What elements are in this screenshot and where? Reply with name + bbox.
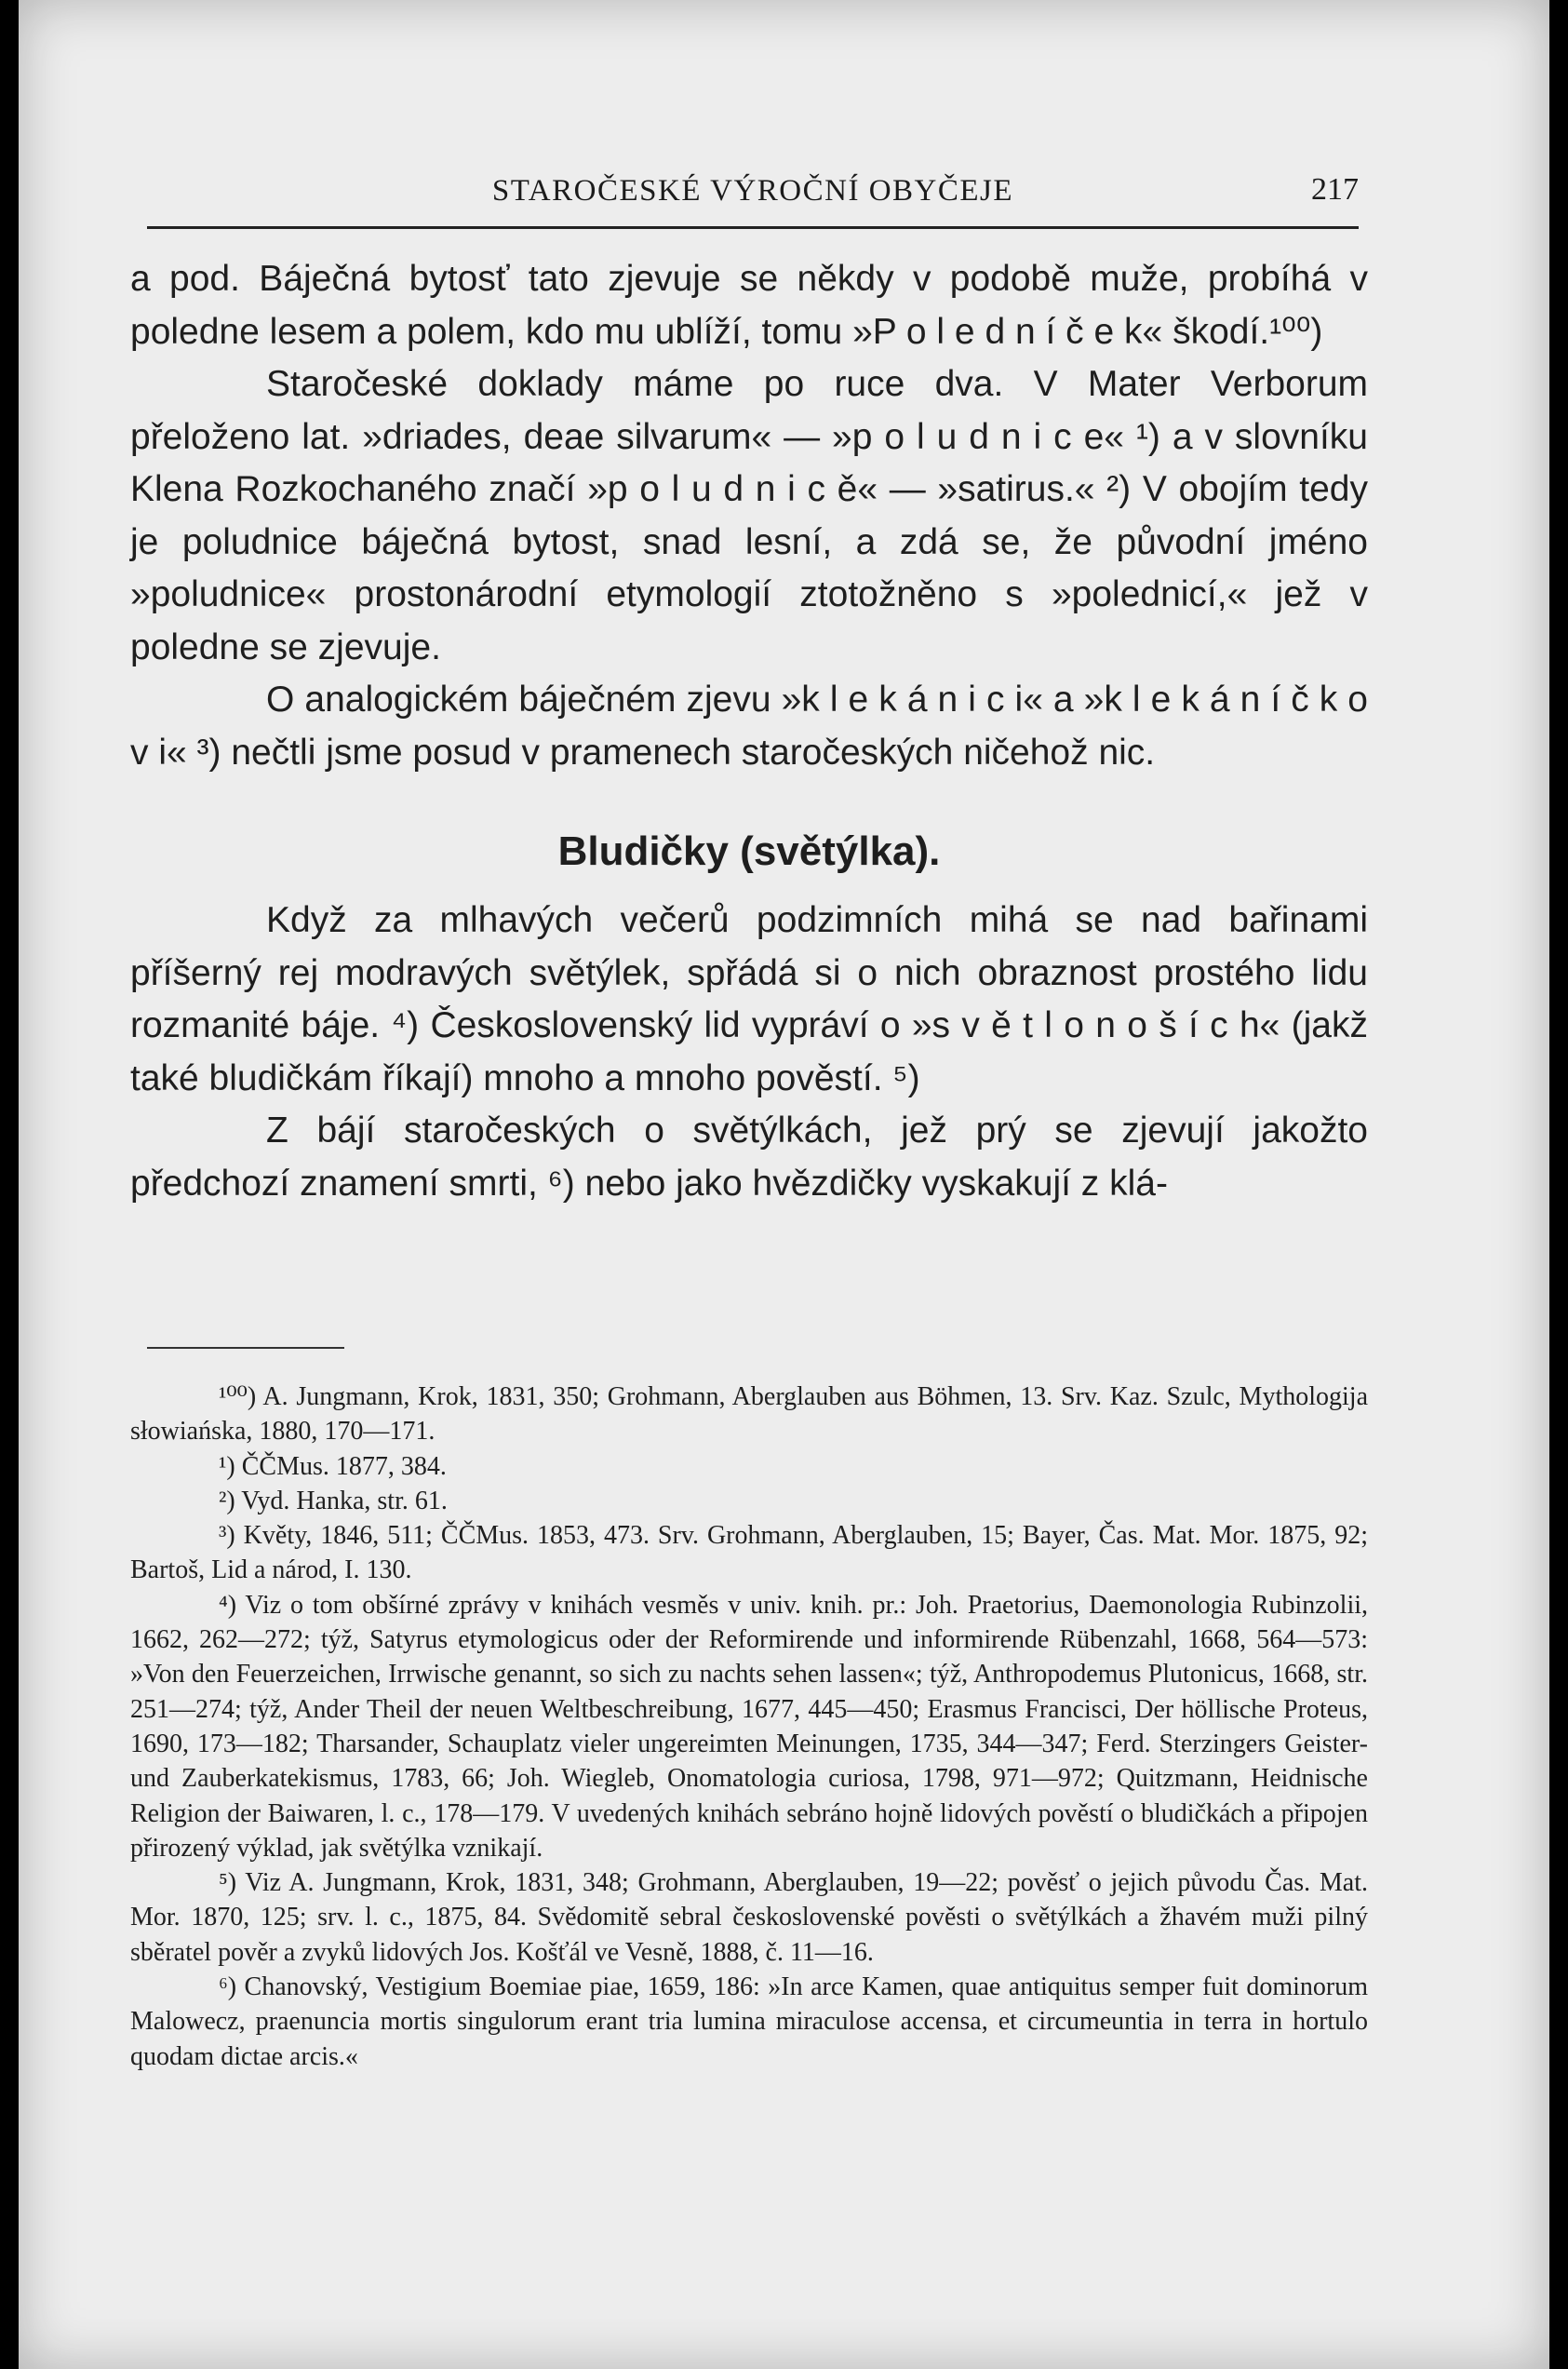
footnote-5: ⁵) Viz A. Jungmann, Krok, 1831, 348; Grohmann, Aberglauben, 19—22; pověsť o jejich původu Čas. Mat. Mor. 1870, 125; srv. l. c., 1875, 84. Svědomitě sebral československé pověsti o světýlkách a žhavém muži pilný sběratel pověr a zvyků lidových Jos. Košťál ve Vesně, 1888, č. 11—16. bbox=[130, 1868, 1368, 1967]
running-head bbox=[147, 168, 1359, 229]
paragraph-poludnicek: a pod. Báječná bytosť tato zjevuje se někdy v podobě muže, probíhá v poledne lesem a polem, kdo mu ublíží, tomu »P o l e d n í č e k« škodí.¹⁰⁰) bbox=[130, 259, 1368, 352]
footnote-separator bbox=[147, 1347, 344, 1349]
footnote-1: ¹) ČČMus. 1877, 384. bbox=[219, 1451, 447, 1481]
book-page bbox=[19, 0, 1549, 2369]
main-text bbox=[130, 253, 1368, 1210]
footnote-3: ³) Květy, 1846, 511; ČČMus. 1853, 473. Srv. Grohmann, Aberglauben, 15; Bayer, Čas. Mat. Mor. 1875, 92; Bartoš, Lid a národ, I. 130. bbox=[130, 1521, 1368, 1585]
footnotes bbox=[130, 1380, 1368, 2074]
paragraph-staroceske-doklady: Staročeské doklady máme po ruce dva. V Mater Verborum přeloženo lat. »driades, deae silvarum« — »p o l u d n i c e« ¹) a v slovníku Klena Rozkochaného značí »p o l u d n i c ě« — »satirus.« ²) V obojím tedy je poludnice báječná bytost, snad lesní, a zdá se, že původní jméno »poludnice« prostonárodní etymologií ztotožněno s »polednicí,« jež v poledne se zjevuje. bbox=[130, 364, 1368, 667]
running-head-title: STAROČESKÉ VÝROČNÍ OBYČEJE bbox=[491, 174, 1014, 208]
footnote-6: ⁶) Chanovský, Vestigium Boemiae piae, 1659, 186: »In arce Kamen, quae antiquitus semper fuit dominorum Malowecz, praenuncia mortis singulorum erant tria lumina miraculose accensa, et circumeuntia in terra in hortulo quodam dictae arcis.« bbox=[130, 1972, 1368, 2071]
footnote-2: ²) Vyd. Hanka, str. 61. bbox=[219, 1486, 448, 1515]
section-heading: Bludičky (světýlka). bbox=[557, 828, 941, 874]
paragraph-baje-svetylka: Z bájí staročeských o světýlkách, jež prý se zjevují jakožto předchozí znamení smrti, ⁶) nebo jako hvězdičky vyskakují z klá- bbox=[130, 1110, 1368, 1204]
paragraph-bludicky: Když za mlhavých večerů podzimních mihá se nad bařinami příšerný rej modravých světýlek, spřádá si o nich obraznost prostého lidu rozmanité báje. ⁴) Československý lid vypráví o »s v ě t l o n o š í c h« (jakž také bludičkám říkají) mnoho a mnoho pověstí. ⁵) bbox=[130, 900, 1368, 1098]
page-number: 217 bbox=[1311, 172, 1359, 207]
paragraph-klekanice: O analogickém báječném zjevu »k l e k á n i c i« a »k l e k á n í č k o v i« ³) nečtli jsme posud v pramenech staročeských ničehož nic. bbox=[130, 680, 1368, 773]
footnote-100: ¹⁰⁰) A. Jungmann, Krok, 1831, 350; Grohmann, Aberglauben aus Böhmen, 13. Srv. Kaz. Szulc, Mythologija słowiańska, 1880, 170—171. bbox=[130, 1382, 1368, 1447]
footnote-4: ⁴) Viz o tom obšírné zprávy v knihách vesměs v univ. knih. pr.: Joh. Praetorius, Daemonologia Rubinzolii, 1662, 262—272; týž, Satyrus etymologicus oder der Reformirende und informirende Rübenzahl, 1668, 564—573: »Von den Feuerzeichen, Irrwische genannt, so sich zu nachts sehen lassen«; týž, Anthropodemus Plutonicus, 1668, str. 251—274; týž, Ander Theil der neuen Weltbeschreibung, 1677, 445—450; Erasmus Francisci, Der höllische Proteus, 1690, 173—182; Tharsander, Schauplatz vieler ungereimten Meinungen, 1735, 344—347; Ferd. Sterzingers Geister- und Zauberkatekismus, 1783, 66; Joh. Wiegleb, Onomatologia curiosa, 1798, 971—972; Quitzmann, Heidnische Religion der Baiwaren, l. c., 178—179. V uvedených knihách sebráno hojně lidových pověstí o bludičkách a připojen přirozený výklad, jak světýlka vznikají. bbox=[130, 1590, 1368, 1863]
